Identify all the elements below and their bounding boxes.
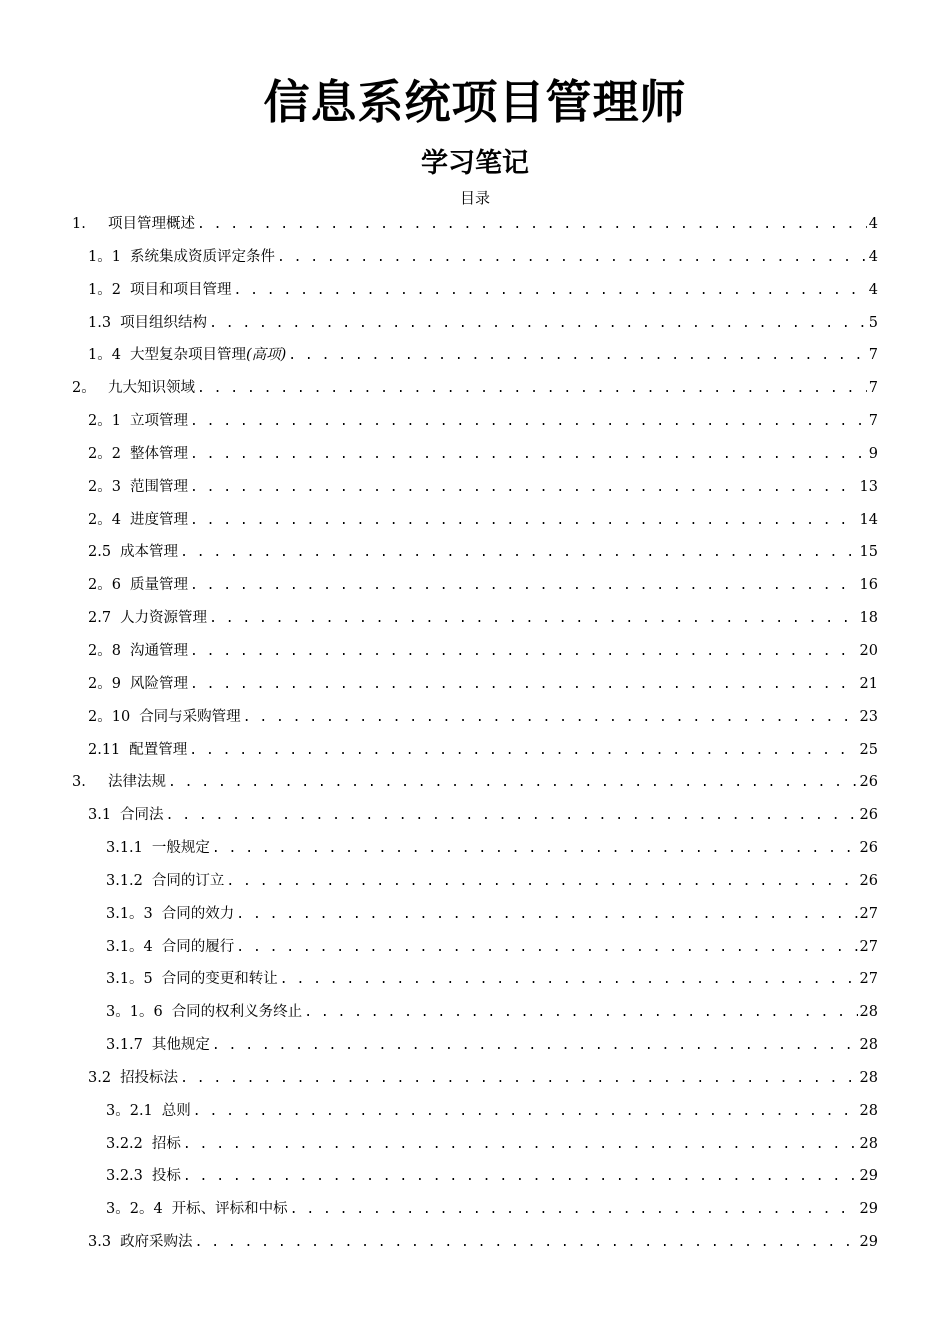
- toc-dot-leader: [190, 505, 858, 537]
- toc-entry[interactable]: [72, 963, 878, 996]
- toc-dot-leader: [280, 964, 858, 996]
- toc-dot-leader: [190, 669, 858, 701]
- toc-dot-leader: [243, 702, 858, 734]
- toc-entry-page-number: 20: [859, 642, 878, 659]
- toc-entry-number: 3.2.3: [106, 1168, 143, 1185]
- toc-dot-leader: [183, 1161, 858, 1193]
- toc-entry-note: (高项): [245, 347, 287, 364]
- toc-entry-page-number: 28: [859, 1037, 878, 1054]
- toc-entry-page-number: 29: [859, 1234, 878, 1251]
- toc-dot-leader: [209, 603, 857, 635]
- toc-entry-page-number: 28: [859, 1102, 878, 1119]
- toc-entry-label: 大型复杂项目管理: [129, 347, 246, 364]
- toc-entry-page-number: 14: [859, 511, 878, 528]
- toc-entry-number: 1。1: [88, 248, 121, 265]
- table-of-contents: [72, 208, 878, 1259]
- toc-entry[interactable]: [72, 865, 878, 898]
- toc-entry-number: 1.: [72, 216, 86, 232]
- toc-entry-number: 3。2。4: [106, 1201, 163, 1218]
- toc-entry[interactable]: [72, 1193, 878, 1226]
- toc-entry-number: 3。1。6: [106, 1004, 163, 1021]
- toc-dot-leader: [209, 308, 867, 340]
- toc-entry-page-number: 27: [859, 971, 878, 988]
- toc-entry-page-number: 15: [859, 544, 878, 561]
- toc-entry-label: 成本管理: [120, 544, 179, 561]
- toc-entry[interactable]: [72, 668, 878, 701]
- toc-entry-number: 3.2.2: [106, 1135, 143, 1152]
- toc-dot-leader: [166, 800, 858, 832]
- toc-entry-page-number: 7: [868, 413, 878, 430]
- toc-entry-label: 系统集成资质评定条件: [129, 248, 275, 265]
- toc-entry-page-number: 5: [868, 314, 878, 331]
- document-title: 信息系统项目管理师: [263, 75, 687, 129]
- toc-entry-number: 1。4: [88, 347, 121, 364]
- toc-dot-leader: [190, 636, 858, 668]
- toc-entry[interactable]: [72, 1095, 878, 1128]
- toc-entry[interactable]: [72, 241, 878, 274]
- toc-entry-label: 合同的订立: [151, 872, 225, 889]
- toc-entry-number: 2。10: [88, 708, 131, 725]
- toc-dot-leader: [288, 340, 866, 372]
- toc-entry[interactable]: [72, 635, 878, 668]
- toc-entry-number: 1。2: [88, 281, 121, 298]
- toc-entry-page-number: 4: [868, 216, 878, 232]
- toc-dot-leader: [197, 373, 867, 405]
- toc-entry-number: 2。8: [88, 642, 121, 659]
- toc-dot-leader: [183, 1129, 858, 1161]
- toc-dot-leader: [190, 406, 867, 438]
- toc-entry-page-number: 25: [859, 741, 878, 758]
- toc-entry-page-number: 7: [868, 347, 878, 364]
- toc-dot-leader: [195, 1227, 858, 1259]
- toc-dot-leader: [226, 866, 857, 898]
- toc-entry[interactable]: [72, 307, 878, 340]
- toc-dot-leader: [290, 1194, 858, 1226]
- toc-entry[interactable]: [72, 372, 878, 405]
- toc-entry-page-number: 21: [859, 675, 878, 692]
- toc-entry-number: 3.1.1: [106, 840, 143, 857]
- toc-entry-label: 合同的权利义务终止: [171, 1004, 303, 1021]
- toc-entry[interactable]: [72, 438, 878, 471]
- toc-entry-page-number: 23: [859, 708, 878, 725]
- toc-dot-leader: [236, 899, 857, 931]
- toc-entry[interactable]: [72, 701, 878, 734]
- toc-entry-label: 其他规定: [151, 1037, 210, 1054]
- toc-entry-label: 质量管理: [129, 577, 188, 594]
- toc-entry-page-number: 18: [859, 610, 878, 627]
- toc-entry-number: 2。: [72, 380, 96, 397]
- toc-entry[interactable]: [72, 208, 878, 241]
- toc-dot-leader: [197, 209, 867, 241]
- toc-entry-label: 人力资源管理: [120, 610, 208, 627]
- toc-entry-number: 3.3: [88, 1234, 112, 1251]
- toc-entry-page-number: 13: [859, 478, 878, 495]
- toc-entry-page-number: 26: [859, 872, 878, 889]
- toc-dot-leader: [212, 833, 858, 865]
- toc-heading: 目录: [459, 189, 490, 207]
- toc-entry-number: 2。6: [88, 577, 121, 594]
- toc-entry-label: 招投标法: [120, 1069, 179, 1086]
- toc-entry-page-number: 4: [868, 281, 878, 298]
- toc-entry-number: 3.1.2: [106, 872, 143, 889]
- toc-entry-page-number: 28: [859, 1135, 878, 1152]
- toc-entry-number: 3.1.7: [106, 1037, 143, 1054]
- toc-entry-page-number: 26: [859, 774, 878, 791]
- toc-entry[interactable]: [72, 569, 878, 602]
- toc-entry[interactable]: [72, 766, 878, 799]
- toc-entry-label: 整体管理: [129, 445, 188, 462]
- toc-entry[interactable]: [72, 471, 878, 504]
- toc-entry-number: 3.: [72, 774, 86, 791]
- toc-entry-label: 风险管理: [129, 675, 188, 692]
- toc-entry-label: 合同的变更和转让: [161, 971, 278, 988]
- toc-entry-label: 合同与采购管理: [139, 708, 241, 725]
- toc-dot-leader: [193, 1096, 858, 1128]
- toc-entry-page-number: 27: [859, 938, 878, 955]
- toc-entry-label: 合同法: [120, 807, 164, 824]
- toc-dot-leader: [180, 537, 857, 569]
- toc-entry-number: 3.2: [88, 1069, 112, 1086]
- toc-entry-page-number: 26: [859, 840, 878, 857]
- toc-dot-leader: [168, 767, 858, 799]
- toc-entry-number: 2.7: [88, 610, 112, 627]
- toc-entry[interactable]: [72, 405, 878, 438]
- toc-entry-page-number: 29: [859, 1168, 878, 1185]
- toc-dot-leader: [190, 439, 867, 471]
- toc-entry-label: 合同的履行: [161, 938, 235, 955]
- toc-entry[interactable]: [72, 1062, 878, 1095]
- toc-entry-number: 1.3: [88, 314, 112, 331]
- toc-entry-label: 项目管理概述: [108, 216, 195, 232]
- toc-entry-number: 2.5: [88, 544, 112, 561]
- toc-entry[interactable]: [72, 339, 878, 372]
- toc-entry-number: 3.1: [88, 807, 112, 824]
- toc-entry-label: 投标: [151, 1168, 181, 1185]
- toc-entry-label: 开标、评标和中标: [171, 1201, 288, 1218]
- toc-entry-page-number: 29: [859, 1201, 878, 1218]
- toc-entry-number: 2。2: [88, 445, 121, 462]
- toc-entry-label: 项目和项目管理: [129, 281, 232, 298]
- toc-dot-leader: [233, 275, 866, 307]
- toc-entry-number: 3.1。5: [106, 971, 153, 988]
- toc-entry[interactable]: [72, 898, 878, 931]
- toc-entry[interactable]: [72, 602, 878, 635]
- toc-entry-label: 政府采购法: [120, 1234, 193, 1251]
- toc-entry-label: 进度管理: [129, 511, 188, 528]
- toc-dot-leader: [304, 997, 857, 1029]
- toc-entry-label: 一般规定: [151, 840, 210, 857]
- toc-entry-label: 法律法规: [108, 774, 166, 791]
- toc-entry-number: 2。9: [88, 675, 121, 692]
- toc-entry[interactable]: [72, 274, 878, 307]
- toc-entry-label: 合同的效力: [161, 905, 235, 922]
- toc-entry[interactable]: [72, 1128, 878, 1161]
- toc-entry-page-number: 28: [859, 1069, 878, 1086]
- toc-entry[interactable]: [72, 1226, 878, 1259]
- toc-entry[interactable]: [72, 996, 878, 1029]
- toc-entry-label: 总则: [161, 1102, 191, 1119]
- toc-dot-leader: [189, 735, 857, 767]
- toc-entry-label: 九大知识领域: [108, 380, 195, 397]
- toc-entry-number: 2。1: [88, 413, 121, 430]
- toc-entry-label: 招标: [151, 1135, 181, 1152]
- toc-dot-leader: [190, 570, 858, 602]
- toc-entry[interactable]: [72, 536, 878, 569]
- toc-entry[interactable]: [72, 832, 878, 865]
- toc-entry-number: 2。4: [88, 511, 121, 528]
- toc-entry-label: 项目组织结构: [120, 314, 208, 331]
- toc-entry[interactable]: [72, 799, 878, 832]
- document-subtitle: 学习笔记: [421, 148, 529, 179]
- toc-entry[interactable]: [72, 734, 878, 767]
- toc-entry[interactable]: [72, 931, 878, 964]
- toc-entry-number: 2。3: [88, 478, 121, 495]
- toc-dot-leader: [180, 1063, 857, 1095]
- toc-entry[interactable]: [72, 504, 878, 537]
- toc-entry-page-number: 26: [859, 807, 878, 824]
- toc-entry-label: 范围管理: [129, 478, 188, 495]
- toc-dot-leader: [236, 932, 857, 964]
- toc-entry-label: 配置管理: [129, 741, 188, 758]
- toc-entry-page-number: 28: [859, 1004, 878, 1021]
- toc-entry[interactable]: [72, 1160, 878, 1193]
- toc-entry-page-number: 9: [868, 445, 878, 462]
- toc-entry-page-number: 4: [868, 248, 878, 265]
- toc-entry[interactable]: [72, 1029, 878, 1062]
- toc-dot-leader: [212, 1030, 858, 1062]
- toc-dot-leader: [277, 242, 867, 274]
- toc-entry-number: 2.11: [88, 741, 121, 758]
- toc-dot-leader: [190, 472, 858, 504]
- toc-entry-page-number: 16: [859, 577, 878, 594]
- toc-entry-number: 3.1。4: [106, 938, 153, 955]
- toc-entry-page-number: 7: [868, 380, 878, 397]
- toc-entry-label: 沟通管理: [129, 642, 188, 659]
- toc-entry-page-number: 27: [859, 905, 878, 922]
- toc-entry-label: 立项管理: [129, 413, 188, 430]
- toc-entry-number: 3.1。3: [106, 905, 153, 922]
- toc-entry-number: 3。2.1: [106, 1102, 153, 1119]
